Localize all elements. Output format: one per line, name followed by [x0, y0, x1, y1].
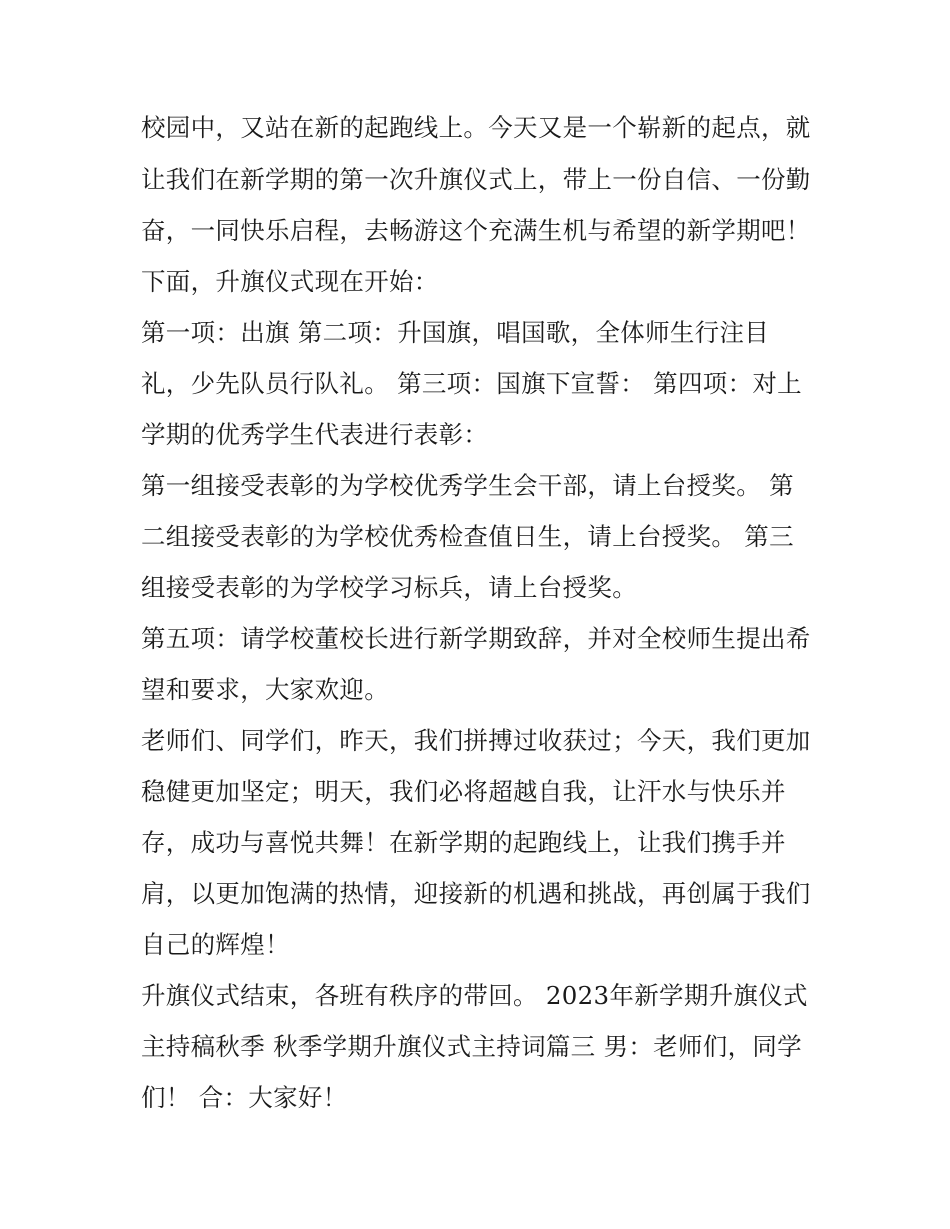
- text-line: 自己的辉煌！: [141, 930, 290, 959]
- text-line: 礼，少先队员行队礼。 第三项：国旗下宣誓： 第四项：对上: [141, 369, 802, 398]
- text-line: 下面，升旗仪式现在开始：: [141, 267, 439, 296]
- text-line: 存，成功与喜悦共舞！在新学期的起跑线上，让我们携手并: [141, 828, 786, 857]
- text-line: 升旗仪式结束，各班有秩序的带回。 2023年新学期升旗仪式: [141, 981, 808, 1010]
- text-line: 二组接受表彰的为学校优秀检查值日生，请上台授奖。 第三: [141, 522, 794, 551]
- text-line: 奋，一同快乐启程，去畅游这个充满生机与希望的新学期吧！: [141, 216, 811, 245]
- text-line: 学期的优秀学生代表进行表彰：: [141, 420, 489, 449]
- text-line: 们！ 合：大家好！: [141, 1083, 348, 1112]
- text-line: 肩，以更加饱满的热情，迎接新的机遇和挑战，再创属于我们: [141, 879, 811, 908]
- text-line: 稳健更加坚定；明天，我们必将超越自我，让汗水与快乐并: [141, 777, 786, 806]
- text-line: 第一组接受表彰的为学校优秀学生会干部，请上台授奖。 第: [141, 471, 794, 500]
- text-line: 主持稿秋季 秋季学期升旗仪式主持词篇三 男：老师们，同学: [141, 1032, 802, 1061]
- text-line: 第五项：请学校董校长进行新学期致辞，并对全校师生提出希: [141, 624, 811, 653]
- text-line: 望和要求，大家欢迎。: [141, 675, 389, 704]
- text-line: 让我们在新学期的第一次升旗仪式上，带上一份自信、一份勤: [141, 165, 811, 194]
- text-line: 第一项：出旗 第二项：升国旗，唱国歌，全体师生行注目: [141, 318, 770, 347]
- text-line: 组接受表彰的为学校学习标兵，请上台授奖。: [141, 573, 637, 602]
- text-line: 校园中，又站在新的起跑线上。今天又是一个崭新的起点，就: [141, 113, 811, 142]
- text-line: 老师们、同学们，昨天，我们拼搏过收获过；今天，我们更加: [141, 726, 811, 755]
